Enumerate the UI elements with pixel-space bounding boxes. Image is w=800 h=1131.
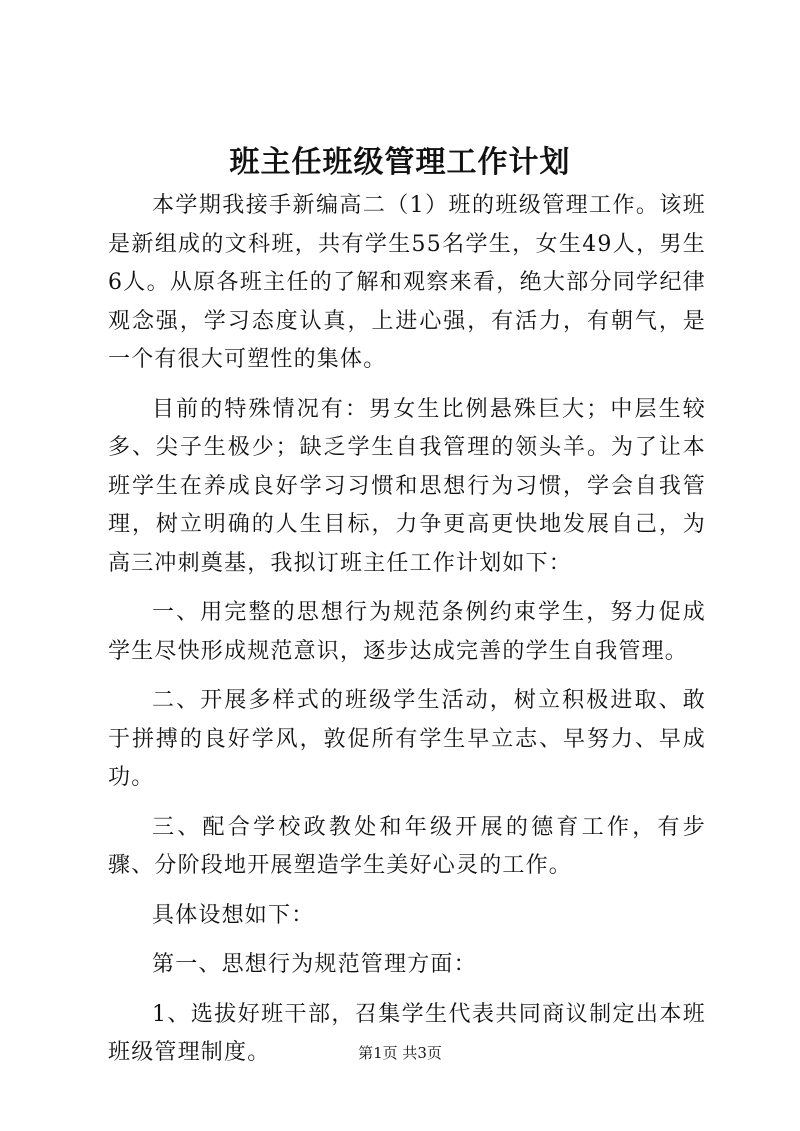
paragraph-item-1: 1、选拔好班干部，召集学生代表共同商议制定出本班班级管理制度。 [108,1001,706,1065]
paragraph-goal-3: 三、配合学校政教处和年级开展的德育工作，有步骤、分阶段地开展塑造学生美好心灵的工作。 [108,814,706,878]
page-footer: 第1页 共3页 [358,1044,442,1062]
paragraph-intro: 本学期我接手新编高二（1）班的班级管理工作。该班是新组成的文科班，共有学生55名学生，女生49人，男生6人。从原各班主任的了解和观察来看，绝大部分同学纪律观念强，学习态度认真，上进心强，有活力，有朝气，是一个有很大可塑性的集体。 [108,193,706,372]
paragraph-goal-1: 一、用完整的思想行为规范条例约束学生，努力促成学生尽快形成规范意识，逐步达成完善的学生自我管理。 [108,600,706,664]
paragraph-plan-heading: 具体设想如下： [152,902,315,928]
document-body [108,187,706,1084]
paragraph-situation: 目前的特殊情况有：男女生比例悬殊巨大；中层生较多、尖子生极少；缺乏学生自我管理的领头羊。为了让本班学生在养成良好学习习惯和思想行为习惯，学会自我管理，树立明确的人生目标，力争更高更快地发展自己，为高三冲刺奠基，我拟订班主任工作计划如下： [108,396,706,576]
paragraph-section-heading: 第一、思想行为规范管理方面： [152,952,477,977]
document-title: 班主任班级管理工作计划 [229,145,571,180]
paragraph-goal-2: 二、开展多样式的班级学生活动，树立积极进取、敢于拼搏的良好学风，敦促所有学生早立志、早努力、早成功。 [108,688,706,790]
